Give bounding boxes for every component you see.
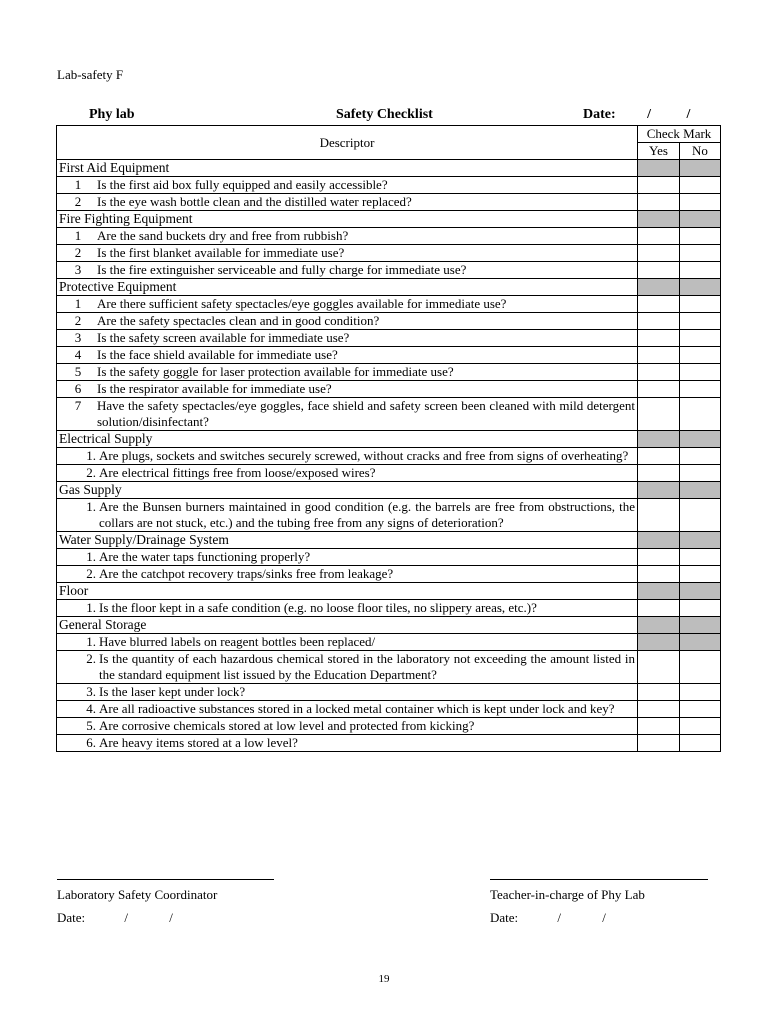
item-descriptor <box>57 262 638 279</box>
item-text: Are the water taps functioning properly? <box>99 549 311 564</box>
check-yes-cell[interactable] <box>638 634 680 651</box>
check-no-cell[interactable] <box>680 701 721 718</box>
checklist-item-row <box>57 398 721 431</box>
section-yes-cell <box>638 431 680 448</box>
section-row <box>57 482 721 499</box>
section-no-cell <box>680 211 721 228</box>
check-yes-cell[interactable] <box>638 177 680 194</box>
checklist-item-row <box>57 262 721 279</box>
check-yes-cell[interactable] <box>638 735 680 752</box>
checklist-item-row <box>57 448 721 465</box>
section-title: Fire Fighting Equipment <box>57 211 638 228</box>
checklist-item-row <box>57 499 721 532</box>
checklist-item-row <box>57 347 721 364</box>
item-number: 5 <box>74 364 82 379</box>
item-number: 1 <box>74 296 82 311</box>
item-text: Are corrosive chemicals stored at low level and protected from kicking? <box>99 718 475 733</box>
item-number: 6. <box>86 735 96 750</box>
item-text: Are the sand buckets dry and free from rubbish? <box>97 228 349 243</box>
check-no-cell[interactable] <box>680 448 721 465</box>
check-no-cell[interactable] <box>680 330 721 347</box>
section-row <box>57 279 721 296</box>
check-yes-cell[interactable] <box>638 499 680 532</box>
check-no-cell[interactable] <box>680 262 721 279</box>
item-descriptor <box>57 245 638 262</box>
check-no-cell[interactable] <box>680 600 721 617</box>
item-descriptor <box>57 330 638 347</box>
item-descriptor <box>57 465 638 482</box>
page-number: 19 <box>378 973 390 985</box>
item-descriptor <box>57 499 638 532</box>
item-text: Have blurred labels on reagent bottles been replaced/ <box>99 634 376 649</box>
item-number: 2 <box>74 313 82 328</box>
check-no-cell[interactable] <box>680 566 721 583</box>
checklist-item-row <box>57 465 721 482</box>
section-no-cell <box>680 617 721 634</box>
check-no-cell[interactable] <box>680 684 721 701</box>
item-text: Is the safety screen available for immediate use? <box>97 330 350 345</box>
check-no-cell[interactable] <box>680 228 721 245</box>
section-title: General Storage <box>57 617 638 634</box>
check-yes-cell[interactable] <box>638 347 680 364</box>
date-slash: / <box>169 910 173 925</box>
item-number: 1. <box>86 600 96 615</box>
item-number: 1. <box>86 634 96 649</box>
item-text: Are heavy items stored at a low level? <box>99 735 298 750</box>
check-yes-cell[interactable] <box>638 194 680 211</box>
item-number: 2. <box>86 651 96 666</box>
check-yes-cell[interactable] <box>638 549 680 566</box>
item-descriptor <box>57 651 638 684</box>
date-label: Date: <box>490 910 519 925</box>
date-slash: / <box>602 910 606 925</box>
item-number: 2 <box>74 245 82 260</box>
signature-line-teacher <box>490 879 708 880</box>
check-yes-cell[interactable] <box>638 245 680 262</box>
item-descriptor <box>57 566 638 583</box>
item-number: 1 <box>74 177 82 192</box>
item-text: Are the safety spectacles clean and in good condition? <box>97 313 380 328</box>
checklist-item-row <box>57 634 721 651</box>
item-descriptor <box>57 600 638 617</box>
checklist-item-row <box>57 296 721 313</box>
item-descriptor <box>57 634 638 651</box>
item-descriptor <box>57 549 638 566</box>
check-yes-cell[interactable] <box>638 448 680 465</box>
section-yes-cell <box>638 617 680 634</box>
check-no-cell[interactable] <box>680 718 721 735</box>
section-no-cell <box>680 431 721 448</box>
lab-name: Phy lab <box>89 107 135 122</box>
item-text: Have the safety spectacles/eye goggles, face shield and safety screen been cleaned with mild detergent solution/disinfectant? <box>97 398 635 429</box>
item-descriptor <box>57 718 638 735</box>
item-number: 4. <box>86 701 96 716</box>
section-yes-cell <box>638 482 680 499</box>
item-number: 1. <box>86 499 96 514</box>
section-title: Floor <box>57 583 638 600</box>
check-yes-cell[interactable] <box>638 330 680 347</box>
item-descriptor <box>57 381 638 398</box>
item-descriptor <box>57 194 638 211</box>
check-no-cell[interactable] <box>680 245 721 262</box>
item-descriptor <box>57 684 638 701</box>
teacher-date <box>490 910 606 926</box>
checklist-item-row <box>57 549 721 566</box>
signature-line-coordinator <box>57 879 274 880</box>
item-descriptor <box>57 296 638 313</box>
safety-checklist-table <box>56 125 721 752</box>
form-code: Lab-safety F <box>57 67 124 82</box>
section-row <box>57 532 721 549</box>
check-no-cell[interactable] <box>680 651 721 684</box>
item-number: 5. <box>86 718 96 733</box>
checklist-item-row <box>57 735 721 752</box>
page-title: Safety Checklist <box>336 107 433 122</box>
checklist-item-row <box>57 313 721 330</box>
check-yes-cell[interactable] <box>638 600 680 617</box>
item-descriptor <box>57 398 638 431</box>
item-number: 6 <box>74 381 82 396</box>
checklist-item-row <box>57 177 721 194</box>
checklist-item-row <box>57 600 721 617</box>
item-text: Is the face shield available for immediate use? <box>97 347 338 362</box>
item-descriptor <box>57 701 638 718</box>
section-title: Gas Supply <box>57 482 638 499</box>
checklist-item-row <box>57 330 721 347</box>
check-yes-cell[interactable] <box>638 313 680 330</box>
check-no-cell[interactable] <box>680 465 721 482</box>
checklist-item-row <box>57 684 721 701</box>
check-no-cell[interactable] <box>680 634 721 651</box>
no-header: No <box>680 143 721 160</box>
item-number: 2 <box>74 194 82 209</box>
item-text: Are electrical fittings free from loose/exposed wires? <box>99 465 376 480</box>
checklist-item-row <box>57 566 721 583</box>
teacher-label: Teacher-in-charge of Phy Lab <box>490 887 645 902</box>
checklist-item-row <box>57 701 721 718</box>
item-number: 1. <box>86 448 96 463</box>
item-number: 3. <box>86 684 96 699</box>
item-text: Are the catchpot recovery traps/sinks free from leakage? <box>99 566 394 581</box>
date-slash: / <box>686 107 691 122</box>
check-yes-cell[interactable] <box>638 228 680 245</box>
section-title: First Aid Equipment <box>57 160 638 177</box>
section-title: Water Supply/Drainage System <box>57 532 638 549</box>
section-row <box>57 583 721 600</box>
check-mark-header: Check Mark <box>638 126 721 143</box>
checklist-item-row <box>57 228 721 245</box>
checklist-item-row <box>57 651 721 684</box>
check-yes-cell[interactable] <box>638 296 680 313</box>
checklist-item-row <box>57 718 721 735</box>
item-text: Is the quantity of each hazardous chemical stored in the laboratory not exceeding the amount listed in the standard equipment list issued by the Education Department? <box>99 651 635 682</box>
header-date <box>583 107 690 123</box>
date-slash: / <box>124 910 129 925</box>
item-text: Are there sufficient safety spectacles/eye goggles available for immediate use? <box>97 296 507 311</box>
section-no-cell <box>680 160 721 177</box>
check-no-cell[interactable] <box>680 398 721 431</box>
item-text: Is the first aid box fully equipped and easily accessible? <box>97 177 388 192</box>
check-yes-cell[interactable] <box>638 566 680 583</box>
item-number: 7 <box>74 398 82 413</box>
item-descriptor <box>57 313 638 330</box>
item-descriptor <box>57 228 638 245</box>
date-slash: / <box>647 107 652 122</box>
section-yes-cell <box>638 211 680 228</box>
date-label: Date: <box>583 107 616 122</box>
date-slash: / <box>557 910 562 925</box>
check-yes-cell[interactable] <box>638 651 680 684</box>
check-yes-cell[interactable] <box>638 398 680 431</box>
check-yes-cell[interactable] <box>638 262 680 279</box>
section-yes-cell <box>638 583 680 600</box>
section-row <box>57 431 721 448</box>
item-text: Are the Bunsen burners maintained in good condition (e.g. the barrels are free from obstructions, the collars are not stuck, etc.) and the tubing free from any signs of deterioration? <box>99 499 635 530</box>
item-text: Is the eye wash bottle clean and the distilled water replaced? <box>97 194 412 209</box>
check-no-cell[interactable] <box>680 549 721 566</box>
yes-header: Yes <box>638 143 680 160</box>
item-number: 1 <box>74 228 82 243</box>
check-no-cell[interactable] <box>680 177 721 194</box>
check-yes-cell[interactable] <box>638 364 680 381</box>
section-row <box>57 160 721 177</box>
check-no-cell[interactable] <box>680 194 721 211</box>
section-row <box>57 617 721 634</box>
section-yes-cell <box>638 160 680 177</box>
section-title: Electrical Supply <box>57 431 638 448</box>
item-number: 2. <box>86 566 96 581</box>
checklist-body <box>57 160 721 752</box>
section-no-cell <box>680 482 721 499</box>
item-number: 3 <box>74 262 82 277</box>
coordinator-date <box>57 910 173 926</box>
checklist-item-row <box>57 381 721 398</box>
item-descriptor <box>57 448 638 465</box>
item-text: Is the fire extinguisher serviceable and fully charge for immediate use? <box>97 262 467 277</box>
item-descriptor <box>57 177 638 194</box>
item-text: Are all radioactive substances stored in a locked metal container which is kept under lock and key? <box>99 701 615 716</box>
item-descriptor <box>57 735 638 752</box>
check-no-cell[interactable] <box>680 364 721 381</box>
check-yes-cell[interactable] <box>638 381 680 398</box>
checklist-item-row <box>57 194 721 211</box>
date-label: Date: <box>57 910 86 925</box>
item-text: Is the first blanket available for immediate use? <box>97 245 345 260</box>
check-no-cell[interactable] <box>680 296 721 313</box>
descriptor-header: Descriptor <box>57 126 638 160</box>
section-yes-cell <box>638 279 680 296</box>
section-no-cell <box>680 279 721 296</box>
check-yes-cell[interactable] <box>638 701 680 718</box>
item-number: 2. <box>86 465 96 480</box>
item-text: Is the floor kept in a safe condition (e.g. no loose floor tiles, no slippery areas, etc.)? <box>99 600 537 615</box>
check-yes-cell[interactable] <box>638 718 680 735</box>
checklist-item-row <box>57 364 721 381</box>
item-text: Is the laser kept under lock? <box>99 684 246 699</box>
check-no-cell[interactable] <box>680 347 721 364</box>
coordinator-label: Laboratory Safety Coordinator <box>57 887 218 902</box>
item-number: 4 <box>74 347 82 362</box>
section-yes-cell <box>638 532 680 549</box>
item-descriptor <box>57 347 638 364</box>
item-descriptor <box>57 364 638 381</box>
section-no-cell <box>680 583 721 600</box>
checklist-item-row <box>57 245 721 262</box>
section-no-cell <box>680 532 721 549</box>
section-row <box>57 211 721 228</box>
check-no-cell[interactable] <box>680 313 721 330</box>
check-yes-cell[interactable] <box>638 684 680 701</box>
check-yes-cell[interactable] <box>638 465 680 482</box>
item-text: Is the respirator available for immediate use? <box>97 381 332 396</box>
check-no-cell[interactable] <box>680 381 721 398</box>
check-no-cell[interactable] <box>680 499 721 532</box>
item-text: Are plugs, sockets and switches securely screwed, without cracks and free from signs of overheating? <box>99 448 629 463</box>
item-number: 1. <box>86 549 96 564</box>
item-number: 3 <box>74 330 82 345</box>
item-text: Is the safety goggle for laser protection available for immediate use? <box>97 364 454 379</box>
check-no-cell[interactable] <box>680 735 721 752</box>
section-title: Protective Equipment <box>57 279 638 296</box>
